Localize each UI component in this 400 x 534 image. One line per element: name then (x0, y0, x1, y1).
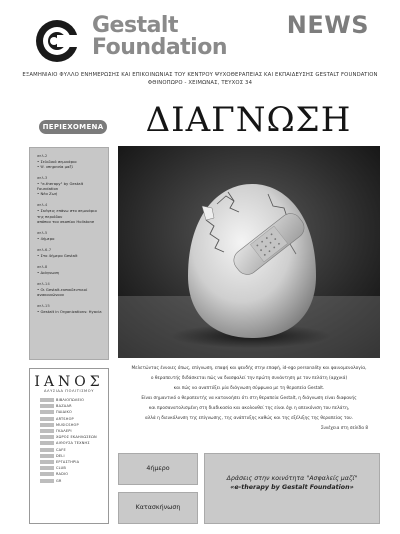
ianos-section: ΕΡΓΑΣΤΗΡΙΑ (40, 459, 106, 465)
masthead (0, 0, 400, 66)
toc-page: σελ.15 (37, 303, 50, 309)
toc-page: σελ.14 (37, 280, 50, 286)
toc-entry (37, 176, 103, 196)
toc-entry (37, 282, 103, 297)
toc-entry (37, 265, 103, 275)
community-actions-title: Δράσεις στην κοινότητα "Ασφαλείς μαζί" (226, 475, 358, 482)
ianos-section: GR (40, 477, 106, 483)
ianos-subtitle: ΑΛΥΣΙΔΑ ΠΟΛΙΤΙΣΜΟΥ (43, 389, 94, 393)
ianos-sections (40, 397, 106, 484)
toc-page: σελ.8 (37, 263, 48, 269)
toc-item: • Gestalt in Organizations: Ηyacia (37, 309, 102, 314)
four-day-box (118, 453, 198, 485)
toc-entry (37, 304, 103, 314)
toc-item: • Διάγνωση (37, 269, 60, 275)
ianos-section: CLUB (40, 465, 106, 471)
ianos-section: MUSICSHOP (40, 422, 106, 428)
ianos-section: CAFE (40, 447, 106, 453)
masthead-subtitle: ΕΞΑΜΗΝΙΑΙΟ ΦΥΛΛΟ ΕΝΗΜΕΡΩΣΗΣ ΚΑΙ ΕΠΙΚΟΙΝΩΝΙΑΣ ΤΟΥ ΚΕΝΤΡΟΥ ΨΥΧΟΘΕΡΑΠΕΙΑΣ ΚΑΙ ΕΚΠΑΙΔΕΥΣΗΣ GESTALT FOUNDATION (22, 72, 378, 78)
toc-entry (37, 231, 103, 241)
toc-page: σελ.2 (37, 153, 48, 158)
continued-note: Συνέχεια στη σελίδα 8 (320, 425, 368, 430)
intro-line: και προσανατολισμένη στη διαδικασία και ακολουθεί της είναι όχι η απεικόνιση του πελάτη, (148, 406, 350, 411)
ianos-section: ΓΚΑΛΕΡΙ (40, 428, 106, 434)
toc-item: • Οι Gestalt-εκπαιδευτικοί ανακοινώνουν (37, 286, 88, 297)
ianos-title: ΙΑΝΟΣ (34, 374, 104, 390)
ianos-section: BAZAAR (40, 403, 106, 409)
toc-page: σελ.6-7 (37, 246, 52, 252)
intro-line: ο θεραπευτής διδάσκεται πώς να διασφαλεί την πρώτη συνάντηση με τον πελάτη (αρχικά) (150, 376, 348, 381)
toc-item: • Σελιδικό σεμινάριο (37, 158, 77, 164)
ianos-section: ΠΑΙΔΙΚΟ (40, 409, 106, 415)
toc-item: • Ψ. υπηρεσία μαζί (37, 164, 73, 170)
issue-line: ΦΘΙΝΟΠΩΡΟ - ΧΕΙΜΩΝΑΣ, ΤΕΥΧΟΣ 34 (147, 80, 253, 86)
intro-line: Είναι σημαντικό ο θεραπευτής να κατανοήσει ότι στη θεραπεία Gestalt, η διάγνωση είναι διαφανής (141, 396, 357, 401)
ianos-section: ARTSHOP (40, 416, 106, 422)
toc-item: • Στο 4ήμερο Gestalt (37, 252, 78, 258)
toc-page: σελ.5 (37, 229, 48, 235)
gestalt-logo-icon (33, 17, 81, 65)
brand-name-line-2: Foundation (92, 35, 228, 60)
toc-item: απόπου του σκοπίου Holistone (37, 218, 95, 224)
contents-pill: ΠΕΡΙΕΧΟΜΕΝΑ (39, 120, 107, 134)
toc-page: σελ.4 (37, 202, 48, 208)
ianos-section: RADIO (40, 471, 106, 477)
intro-line: Μελετώντας έννοιες όπως, επίγνωση, επαφή και ψευδής στην επαφή, id-ego personality και φαινομενολογία, (131, 366, 367, 371)
ianos-advertisement (29, 368, 109, 524)
camping-label: Κατασκήνωση (135, 504, 181, 511)
article-heading: ΔΙΑΓΝΩΣΗ (145, 100, 352, 140)
ianos-section: DELI (40, 453, 106, 459)
toc-item: • "e-therapy" by Gestalt Foundation (37, 181, 84, 192)
cracked-egg-bandage-image (118, 146, 380, 358)
news-wordmark: NEWS (286, 11, 369, 39)
article-intro (118, 364, 380, 430)
community-actions-box (204, 453, 380, 524)
intro-line: και πώς να αναπτύξει μία διάγνωση σύμφωνα με τη θεραπεία Gestalt. (173, 386, 325, 391)
table-of-contents (29, 147, 109, 360)
four-day-label: 4ήμερο (146, 465, 170, 472)
toc-item: • 4ήμερο (37, 235, 55, 241)
brand-name-line-1: Gestalt (92, 13, 178, 38)
toc-page: σελ.3 (37, 175, 48, 181)
camping-box (118, 492, 198, 524)
toc-entry (37, 203, 103, 223)
ianos-section: ΧΩΡΟΣ ΕΚΔΗΛΩΣΕΩΝ (40, 434, 106, 440)
toc-entry (37, 154, 103, 169)
e-therapy-label: «e-therapy by Gestalt Foundation» (230, 484, 354, 491)
toc-item: • Νέα Ζωή (37, 191, 58, 197)
toc-entry (37, 248, 103, 258)
intro-line: αλλά η διευκόλυνση της επίγνωσης, της ανάπτυξης καθώς και της εξέλιξης της θεραπείας του. (144, 416, 353, 421)
ianos-section: ΑΙΘΟΥΣΑ ΤΕΧΝΗΣ (40, 440, 106, 446)
ianos-section: ΒΙΒΛΙΟΠΩΛΕΙΟ (40, 397, 106, 403)
toc-item: • Σκέψεις επάνω στο σεμινάριο της περιόδου (37, 208, 97, 219)
